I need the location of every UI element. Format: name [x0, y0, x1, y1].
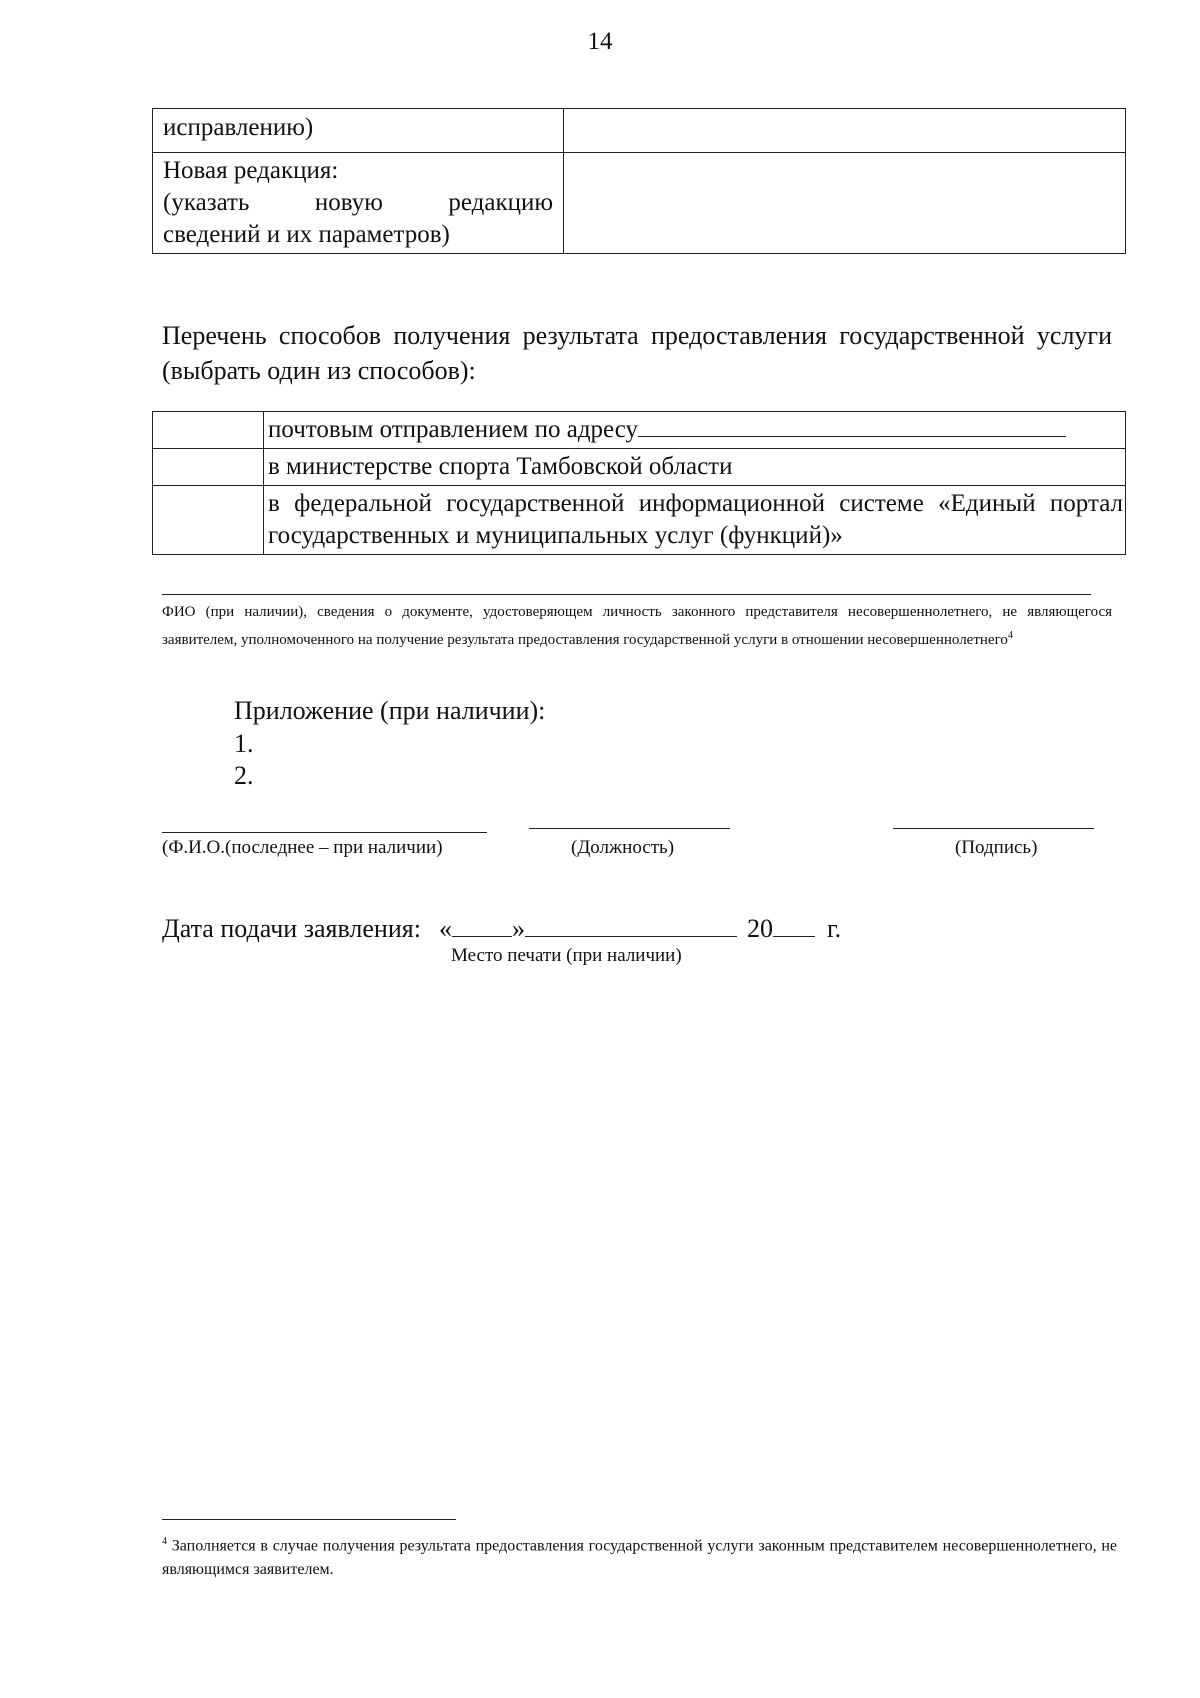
table-row: [153, 109, 1126, 153]
representative-fill-line[interactable]: [162, 594, 1091, 595]
name-caption: (Ф.И.О.(последнее – при наличии): [162, 837, 443, 858]
page-number: 14: [587, 28, 613, 55]
date-close-quote: »: [511, 914, 525, 943]
footnote-reference: 4: [1007, 630, 1013, 641]
method-option: [264, 412, 1126, 449]
hint-word: новую: [314, 189, 383, 216]
new-edition-title: Новая редакция:: [163, 157, 339, 184]
month-blank[interactable]: [525, 912, 737, 937]
stamp-caption: Место печати (при наличии): [451, 945, 682, 966]
table-cell-label: [153, 109, 564, 153]
date-label: Дата подачи заявления:: [162, 914, 421, 943]
method-option-label: в федеральной государственной информационной системе «Единый портал государственных и муниципальных услуг (функций)»: [268, 490, 1123, 549]
attachments-title: Приложение (при наличии):: [234, 696, 546, 725]
method-choice-box[interactable]: [153, 449, 264, 486]
methods-table: [152, 411, 1126, 555]
representative-note-text: ФИО (при наличии), сведения о документе, удостоверяющем личность законного представителя несовершеннолетнего, не являющегося заявителем, уполномоченного на получение результата предоставления государственной услуги в отношении несовершеннолетнего: [162, 604, 1112, 648]
attachment-item: 1.: [234, 729, 254, 758]
year-blank[interactable]: [773, 912, 815, 937]
position-signature-line[interactable]: [529, 828, 730, 829]
name-signature-line[interactable]: [162, 832, 487, 833]
method-row: [153, 449, 1126, 486]
attachment-item: 2.: [234, 761, 254, 790]
signature-caption: (Подпись): [955, 837, 1038, 858]
method-row: [153, 412, 1126, 449]
corrections-table: [152, 108, 1126, 254]
methods-intro: Перечень способов получения результата предоставления государственной услуги (выбрать один из способов):: [162, 321, 1112, 385]
position-caption: (Должность): [571, 837, 675, 858]
address-blank-line[interactable]: [638, 414, 1066, 437]
day-blank[interactable]: [452, 912, 512, 937]
method-choice-box[interactable]: [153, 486, 264, 555]
hint-word: (указать: [163, 189, 250, 216]
new-edition-hint: [163, 187, 553, 219]
year-prefix: 20: [746, 914, 773, 943]
footnote-divider: [162, 1519, 456, 1520]
table-row: [153, 153, 1126, 254]
new-edition-hint-end: сведений и их параметров): [163, 221, 450, 248]
footnote: [162, 1530, 1117, 1582]
method-option: [264, 486, 1126, 555]
method-option-label: в министерстве спорта Тамбовской области: [268, 453, 733, 480]
method-choice-box[interactable]: [153, 412, 264, 449]
hint-word: редакцию: [448, 189, 554, 216]
method-option-label: почтовым отправлением по адресу: [268, 416, 639, 443]
footnote-text: Заполняется в случае получения результата предоставления государственной услуги законным представителем несовершеннолетнего, не являющимся заявителем.: [162, 1537, 1118, 1579]
year-suffix: г.: [826, 914, 842, 943]
correction-end-text: исправлению): [163, 114, 314, 141]
date-open-quote: «: [438, 914, 452, 943]
table-cell-value[interactable]: [564, 109, 1126, 153]
submission-date-line: [162, 912, 841, 945]
representative-note: [162, 601, 1112, 652]
method-option: [264, 449, 1126, 486]
table-cell-value[interactable]: [564, 153, 1126, 254]
table-cell-label: [153, 153, 564, 254]
signature-line[interactable]: [893, 828, 1094, 829]
method-row: [153, 486, 1126, 555]
footnote-mark: 4: [162, 1536, 167, 1547]
